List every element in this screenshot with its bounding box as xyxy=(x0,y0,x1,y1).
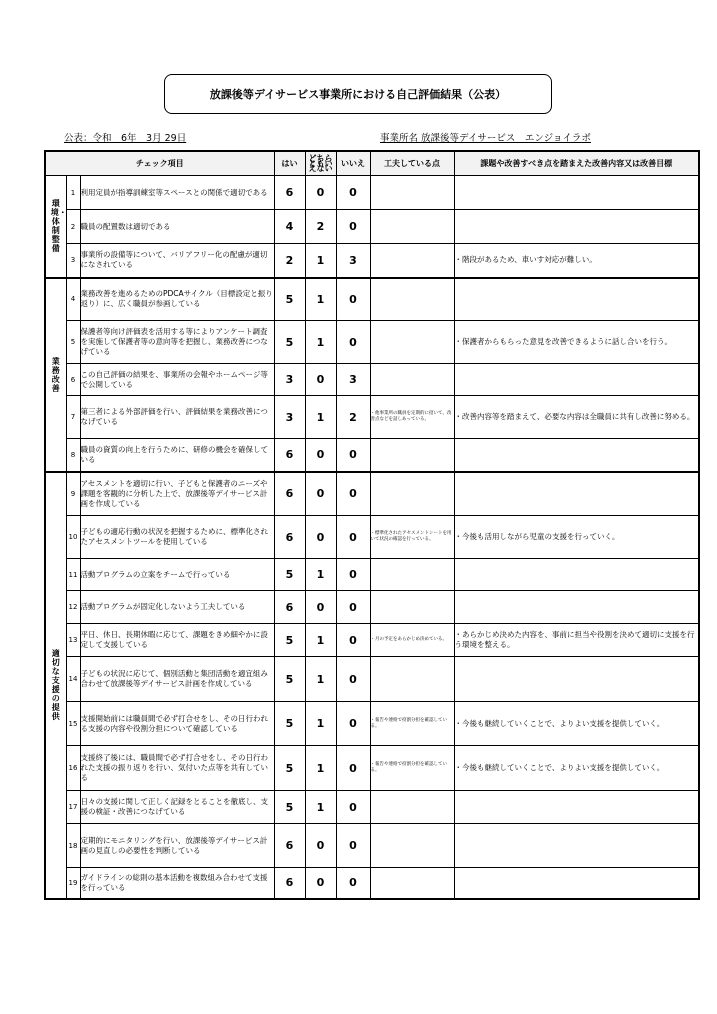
improvement-text xyxy=(454,472,699,516)
yes-count: 4 xyxy=(274,210,305,244)
yes-count: 5 xyxy=(274,624,305,657)
improvement-text xyxy=(454,791,699,824)
row-number: 19 xyxy=(66,868,80,899)
no-count: 0 xyxy=(336,591,370,624)
efforts-text: ・月の予定をあらかじめ決めている。 xyxy=(370,624,454,657)
no-count: 0 xyxy=(336,176,370,210)
efforts-text: ・報告や連絡で役割分担を確認している。 xyxy=(370,702,454,746)
efforts-text xyxy=(370,278,454,321)
row-number: 8 xyxy=(66,439,80,472)
check-item-text: 支援終了後には、職員間で必ず打合せをし、その日行われた支援の振り返りを行い、気付いた点等を共有している xyxy=(80,746,274,791)
improvement-text xyxy=(454,439,699,472)
neither-count: 1 xyxy=(305,746,336,791)
facility-name: 事業所名 放課後等デイサービス エンジョイラボ xyxy=(380,133,591,144)
header-improvement: 課題や改善すべき点を踏まえた改善内容又は改善目標 xyxy=(454,151,699,176)
row-number: 16 xyxy=(66,746,80,791)
neither-count: 1 xyxy=(305,657,336,702)
neither-count: 1 xyxy=(305,559,336,591)
neither-count: 0 xyxy=(305,176,336,210)
efforts-text xyxy=(370,591,454,624)
table-row xyxy=(45,746,699,791)
table-row xyxy=(45,364,699,396)
row-number: 6 xyxy=(66,364,80,396)
improvement-text: ・今後も継続していくことで、よりよい支援を提供していく。 xyxy=(454,746,699,791)
yes-count: 6 xyxy=(274,516,305,559)
neither-count: 0 xyxy=(305,868,336,899)
no-count: 0 xyxy=(336,824,370,868)
efforts-text xyxy=(370,868,454,899)
efforts-text xyxy=(370,559,454,591)
neither-count: 0 xyxy=(305,364,336,396)
improvement-text xyxy=(454,559,699,591)
check-item-text: 日々の支援に関して正しく記録をとることを徹底し、支援の検証・改善につなげている xyxy=(80,791,274,824)
row-number: 12 xyxy=(66,591,80,624)
neither-count: 2 xyxy=(305,210,336,244)
table-row xyxy=(45,591,699,624)
table-row xyxy=(45,824,699,868)
no-count: 0 xyxy=(336,868,370,899)
efforts-text: ・報告や連絡で役割分担を確認している。 xyxy=(370,746,454,791)
improvement-text: ・今後も活用しながら児童の支援を行っていく。 xyxy=(454,516,699,559)
yes-count: 3 xyxy=(274,396,305,439)
improvement-text: ・今後も継続していくことで、よりよい支援を提供していく。 xyxy=(454,702,699,746)
row-number: 13 xyxy=(66,624,80,657)
check-item-text: 第三者による外部評価を行い、評価結果を業務改善につなげている xyxy=(80,396,274,439)
row-number: 14 xyxy=(66,657,80,702)
row-number: 15 xyxy=(66,702,80,746)
check-item-text: 活動プログラムが固定化しないよう工夫している xyxy=(80,591,274,624)
check-item-text: 子どもの状況に応じて、個別活動と集団活動を適宜組み合わせて放課後等デイサービス計画を作成している xyxy=(80,657,274,702)
neither-count: 0 xyxy=(305,591,336,624)
efforts-text xyxy=(370,472,454,516)
improvement-text: ・階段があるため、車いす対応が難しい。 xyxy=(454,244,699,278)
neither-count: 1 xyxy=(305,278,336,321)
check-item-text: 支援開始前には職員間で必ず打合せをし、その日行われる支援の内容や役割分担について確認している xyxy=(80,702,274,746)
row-number: 2 xyxy=(66,210,80,244)
table-row xyxy=(45,624,699,657)
yes-count: 3 xyxy=(274,364,305,396)
improvement-text xyxy=(454,591,699,624)
row-number: 10 xyxy=(66,516,80,559)
improvement-text: ・あらかじめ決めた内容を、事前に担当や役割を決めて適切に支援を行う環境を整える。 xyxy=(454,624,699,657)
table-row xyxy=(45,702,699,746)
yes-count: 6 xyxy=(274,591,305,624)
evaluation-table xyxy=(44,150,700,900)
no-count: 0 xyxy=(336,791,370,824)
table-row xyxy=(45,657,699,702)
check-item-text: ガイドラインの総則の基本活動を複数組み合わせて支援を行っている xyxy=(80,868,274,899)
table-row xyxy=(45,791,699,824)
check-item-text: 子どもの適応行動の状況を把握するために、標準化されたアセスメントツールを使用している xyxy=(80,516,274,559)
no-count: 3 xyxy=(336,364,370,396)
row-number: 9 xyxy=(66,472,80,516)
neither-count: 0 xyxy=(305,439,336,472)
table-row xyxy=(45,244,699,278)
no-count: 0 xyxy=(336,657,370,702)
no-count: 0 xyxy=(336,210,370,244)
neither-count: 1 xyxy=(305,244,336,278)
efforts-text xyxy=(370,244,454,278)
category-environment: 環境・体制整備 xyxy=(45,176,66,278)
table-row xyxy=(45,396,699,439)
check-item-text: 保護者等向け評価表を活用する等によりアンケート調査を実施して保護者等の意向等を把握し、業務改善につなげている xyxy=(80,321,274,364)
row-number: 17 xyxy=(66,791,80,824)
neither-count: 0 xyxy=(305,824,336,868)
check-item-text: 定期的にモニタリングを行い、放課後等デイサービス計画の見直しの必要性を判断している xyxy=(80,824,274,868)
efforts-text xyxy=(370,439,454,472)
check-item-text: 平日、休日、長期休暇に応じて、課題をきめ細やかに設定して支援している xyxy=(80,624,274,657)
no-count: 0 xyxy=(336,702,370,746)
yes-count: 2 xyxy=(274,244,305,278)
check-item-text: 業務改善を進めるためのPDCAサイクル（目標設定と振り返り）に、広く職員が参画している xyxy=(80,278,274,321)
yes-count: 5 xyxy=(274,559,305,591)
neither-count: 1 xyxy=(305,791,336,824)
table-row xyxy=(45,176,699,210)
category-business: 業務改善 xyxy=(45,278,66,472)
category-support: 適切な支援の提供 xyxy=(45,472,66,899)
no-count: 0 xyxy=(336,516,370,559)
table-header-row xyxy=(45,151,699,176)
check-item-text: 利用定員が指導訓練室等スペースとの関係で適切である xyxy=(80,176,274,210)
row-number: 5 xyxy=(66,321,80,364)
efforts-text: ・標準化されたアセスメントシートを用いて状況の確認を行っている。 xyxy=(370,516,454,559)
improvement-text xyxy=(454,210,699,244)
table-row xyxy=(45,210,699,244)
no-count: 3 xyxy=(336,244,370,278)
table-row xyxy=(45,278,699,321)
neither-count: 1 xyxy=(305,396,336,439)
table-row xyxy=(45,516,699,559)
yes-count: 6 xyxy=(274,868,305,899)
yes-count: 6 xyxy=(274,824,305,868)
efforts-text xyxy=(370,210,454,244)
improvement-text xyxy=(454,278,699,321)
table-row xyxy=(45,321,699,364)
efforts-text xyxy=(370,824,454,868)
yes-count: 5 xyxy=(274,657,305,702)
no-count: 0 xyxy=(336,439,370,472)
efforts-text xyxy=(370,791,454,824)
check-item-text: この自己評価の結果を、事業所の会報やホームページ等で公開している xyxy=(80,364,274,396)
row-number: 3 xyxy=(66,244,80,278)
no-count: 0 xyxy=(336,472,370,516)
row-number: 4 xyxy=(66,278,80,321)
header-no: いいえ xyxy=(336,151,370,176)
neither-count: 0 xyxy=(305,516,336,559)
table-row xyxy=(45,868,699,899)
no-count: 0 xyxy=(336,278,370,321)
yes-count: 5 xyxy=(274,321,305,364)
improvement-text xyxy=(454,657,699,702)
check-item-text: 職員の配置数は適切である xyxy=(80,210,274,244)
improvement-text xyxy=(454,868,699,899)
no-count: 0 xyxy=(336,746,370,791)
improvement-text: ・保護者からもらった意見を改善できるように話し合いを行う。 xyxy=(454,321,699,364)
no-count: 0 xyxy=(336,321,370,364)
document-title: 放課後等デイサービス事業所における自己評価結果（公表） xyxy=(164,74,552,114)
header-check-item: チェック項目 xyxy=(45,151,274,176)
neither-count: 1 xyxy=(305,702,336,746)
check-item-text: アセスメントを適切に行い、子どもと保護者のニーズや課題を客観的に分析した上で、放課後等デイサービス計画を作成している xyxy=(80,472,274,516)
yes-count: 5 xyxy=(274,746,305,791)
improvement-text xyxy=(454,824,699,868)
row-number: 11 xyxy=(66,559,80,591)
row-number: 7 xyxy=(66,396,80,439)
check-item-text: 活動プログラムの立案をチームで行っている xyxy=(80,559,274,591)
improvement-text xyxy=(454,364,699,396)
check-item-text: 職員の資質の向上を行うために、研修の機会を確保している xyxy=(80,439,274,472)
neither-count: 1 xyxy=(305,624,336,657)
header-neither: どちらともいえない xyxy=(305,151,336,176)
efforts-text xyxy=(370,657,454,702)
check-item-text: 事業所の設備等について、バリアフリー化の配慮が適切になされている xyxy=(80,244,274,278)
header-yes: はい xyxy=(274,151,305,176)
yes-count: 5 xyxy=(274,791,305,824)
table-row xyxy=(45,472,699,516)
header-efforts: 工夫している点 xyxy=(370,151,454,176)
improvement-text: ・改善内容等を踏まえて、必要な内容は全職員に共有し改善に努める。 xyxy=(454,396,699,439)
yes-count: 6 xyxy=(274,472,305,516)
row-number: 18 xyxy=(66,824,80,868)
yes-count: 6 xyxy=(274,176,305,210)
table-row xyxy=(45,439,699,472)
yes-count: 5 xyxy=(274,702,305,746)
efforts-text: ・他事業所の職員を定期的に招いて、改善点などを話しあっている。 xyxy=(370,396,454,439)
neither-count: 0 xyxy=(305,472,336,516)
efforts-text xyxy=(370,176,454,210)
efforts-text xyxy=(370,364,454,396)
yes-count: 6 xyxy=(274,439,305,472)
row-number: 1 xyxy=(66,176,80,210)
published-date: 公表：令和 6年 3月 29日 xyxy=(64,133,187,144)
yes-count: 5 xyxy=(274,278,305,321)
neither-count: 1 xyxy=(305,321,336,364)
no-count: 0 xyxy=(336,624,370,657)
improvement-text xyxy=(454,176,699,210)
no-count: 2 xyxy=(336,396,370,439)
table-row xyxy=(45,559,699,591)
no-count: 0 xyxy=(336,559,370,591)
efforts-text xyxy=(370,321,454,364)
